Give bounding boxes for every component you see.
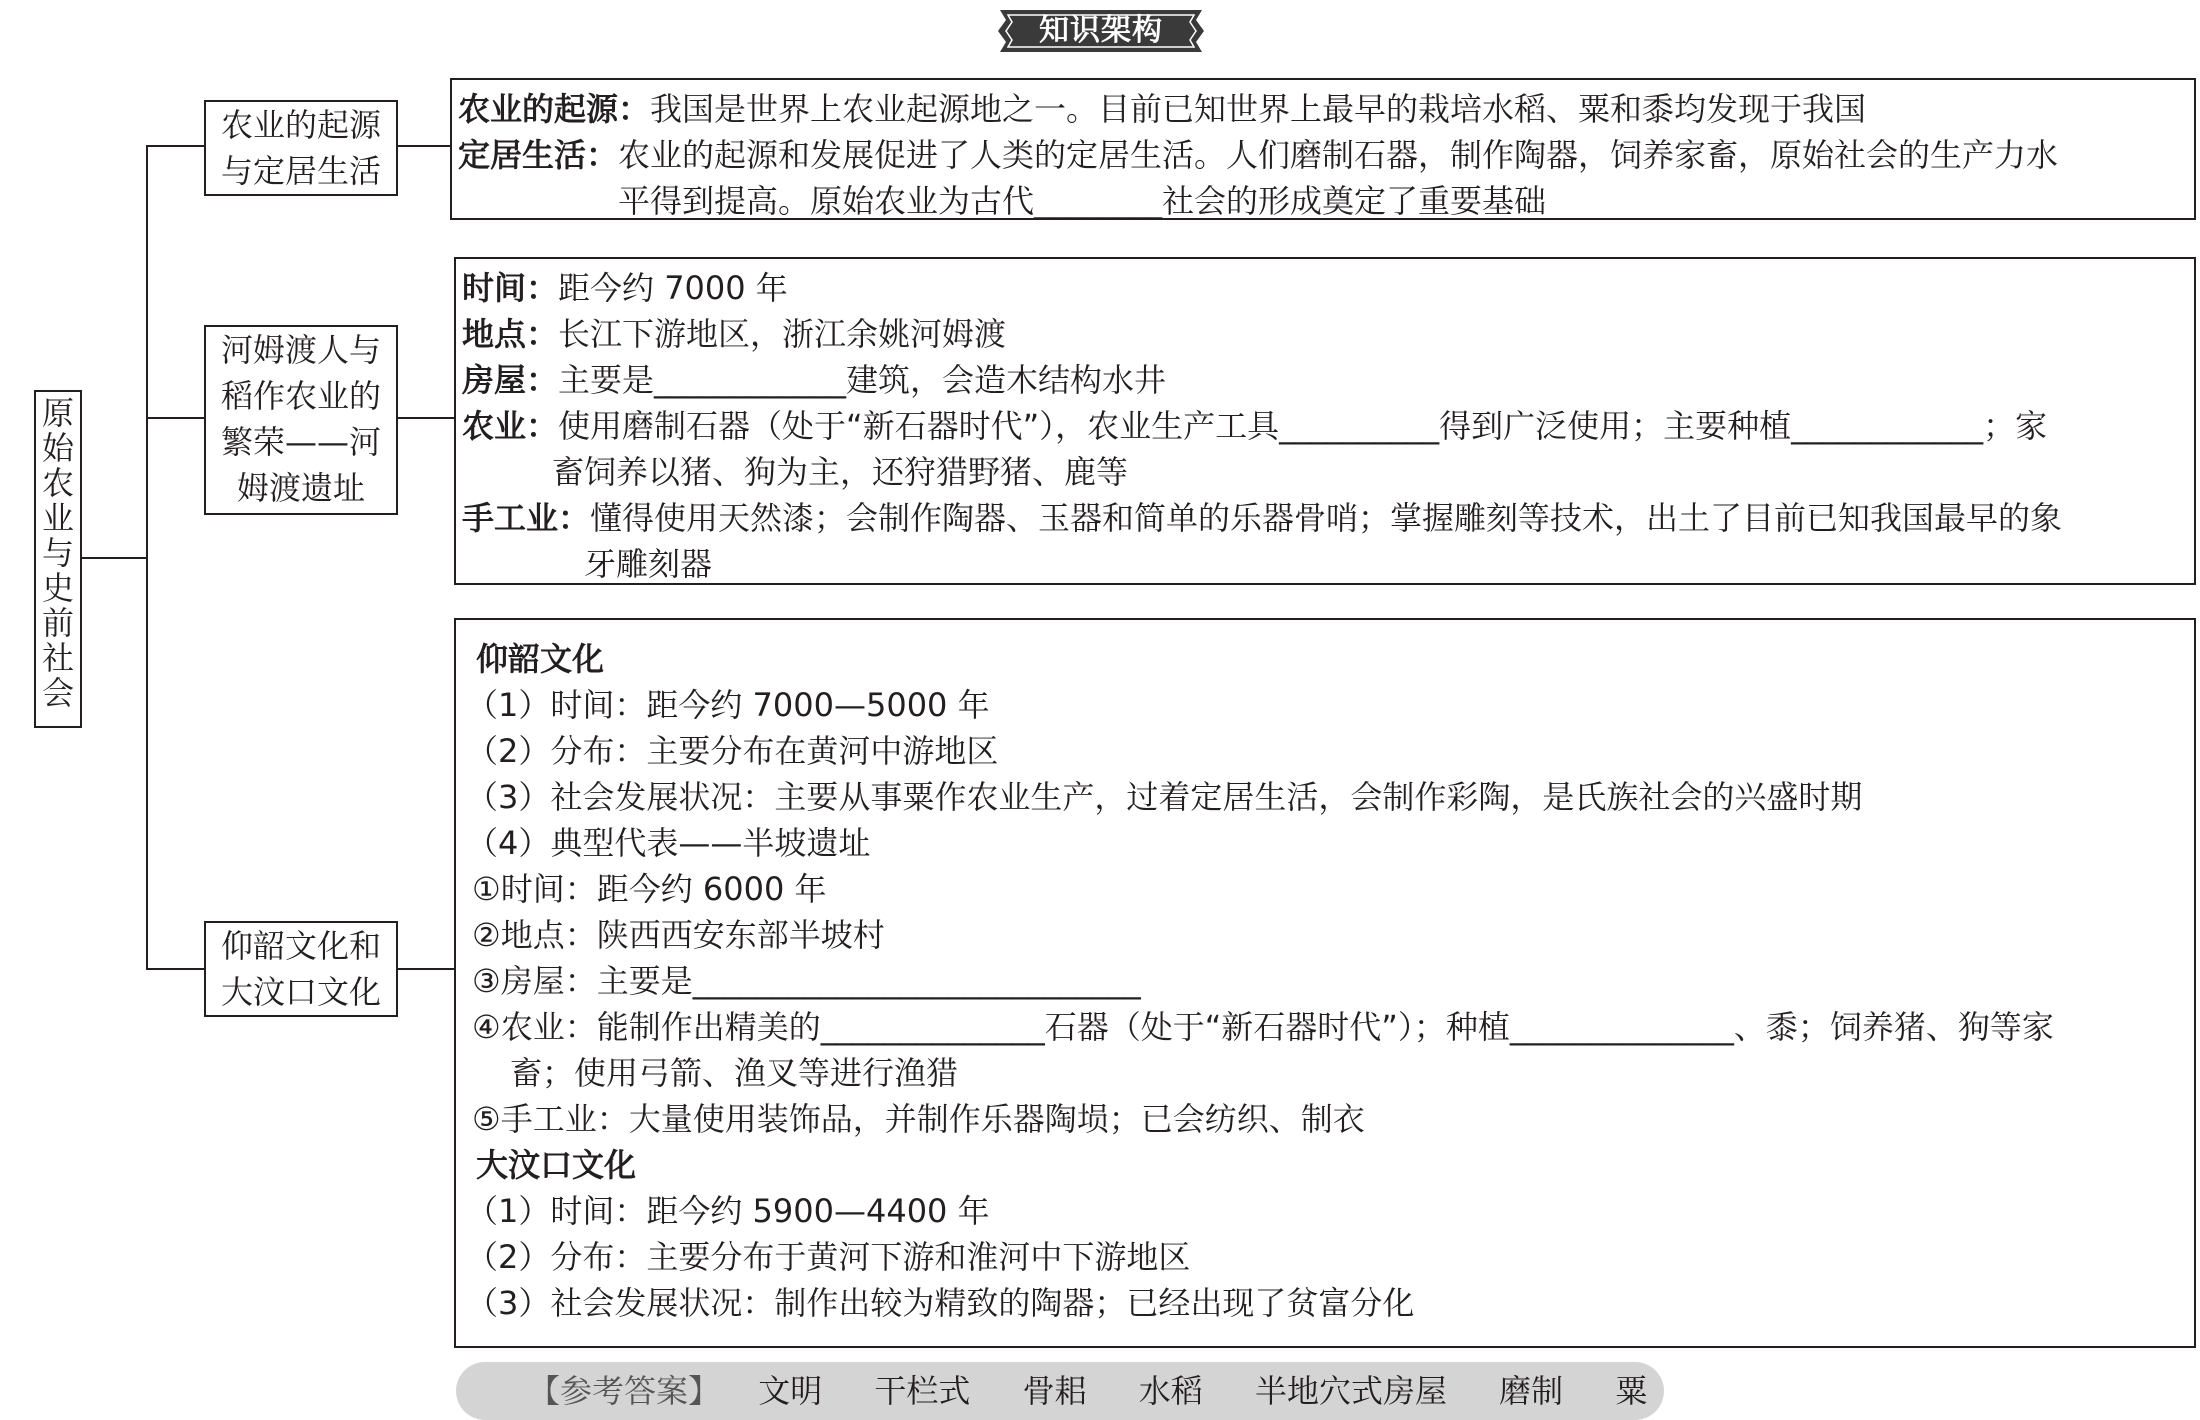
content-box-yangshao-dawenkou (454, 618, 2196, 1348)
root-node (34, 390, 82, 728)
branch-line: 农业的起源 (220, 106, 381, 144)
text-line: （2）分布：主要分布于黄河下游和淮河中下游地区 (466, 1238, 1191, 1276)
text-line (462, 401, 2047, 447)
branch-line: 稻作农业的 (220, 377, 381, 415)
text-line: 畜；使用弓箭、渔叉等进行渔猎 (510, 1054, 959, 1092)
root-char: 前 (41, 604, 74, 642)
text-line (458, 84, 1866, 130)
item-label: 地点： (462, 315, 559, 353)
item-text: 距今约 7000 年 (558, 269, 788, 307)
answer-item: 粟 (1615, 1372, 1648, 1410)
answers-label: 【参考答案】 (528, 1372, 721, 1410)
item-label: 时间： (462, 269, 559, 307)
branch-line: 繁荣——河 (220, 423, 381, 461)
root-char: 业 (41, 499, 74, 537)
item-text: 懂得使用天然漆；会制作陶器、玉器和简单的乐器骨哨；掌握雕刻等技术，出土了目前已知我国最早的象 (590, 499, 2063, 537)
box3-connector (398, 968, 454, 970)
section-heading: 大汶口文化 (476, 1146, 637, 1184)
text-line: ③房屋：主要是____________________________ (472, 962, 1141, 1000)
text-line: （1）时间：距今约 7000—5000 年 (466, 686, 990, 724)
root-char: 史 (41, 569, 74, 607)
root-connector (82, 557, 148, 559)
root-char: 原 (41, 394, 74, 432)
branch-node-agriculture-origin (204, 100, 398, 196)
text-line: ⑤手工业：大量使用装饰品，并制作乐器陶埙；已会纺织、制衣 (472, 1100, 1365, 1138)
root-char: 始 (41, 429, 74, 467)
item-text: 我国是世界上农业起源地之一。目前已知世界上最早的栽培水稻、粟和黍均发现于我国 (650, 90, 1867, 128)
trunk-line (146, 145, 148, 970)
text-line: 牙雕刻器 (584, 545, 713, 583)
answer-item: 干栏式 (874, 1372, 971, 1410)
item-label: 农业： (462, 407, 559, 445)
branch3-connector (146, 968, 206, 970)
text-line: （2）分布：主要分布在黄河中游地区 (466, 732, 999, 770)
item-label: 手工业： (462, 499, 591, 537)
item-text: 农业的起源和发展促进了人类的定居生活。人们磨制石器，制作陶器，饲养家畜，原始社会的生产力水 (618, 136, 2059, 174)
reference-answers-bar (456, 1362, 1664, 1420)
root-char: 与 (41, 534, 74, 572)
answers-row (528, 1362, 1647, 1420)
item-text: 使用磨制石器（处于“新石器时代”），农业生产工具__________得到广泛使用；主要种植____________；家 (558, 407, 2048, 445)
text-line: （4）典型代表——半坡遗址 (466, 824, 871, 862)
text-line: 畜饲养以猪、狗为主，还狩猎野猪、鹿等 (552, 453, 1129, 491)
content-box-hemudu (454, 257, 2196, 585)
branch-line: 姆渡遗址 (236, 469, 365, 507)
text-line: （3）社会发展状况：主要从事粟作农业生产，过着定居生活，会制作彩陶，是氏族社会的兴盛时期 (466, 778, 1863, 816)
answer-item: 水稻 (1138, 1372, 1203, 1410)
answer-item: 文明 (758, 1372, 823, 1410)
item-text: 长江下游地区，浙江余姚河姆渡 (558, 315, 1007, 353)
text-line: ①时间：距今约 6000 年 (472, 870, 827, 908)
text-line: （1）时间：距今约 5900—4400 年 (466, 1192, 990, 1230)
item-label: 农业的起源： (458, 90, 651, 128)
branch-node-hemudu (204, 325, 398, 515)
branch-line: 河姆渡人与 (220, 331, 381, 369)
text-line (462, 309, 1006, 355)
text-line (462, 493, 2062, 539)
branch-line: 大汶口文化 (220, 973, 381, 1011)
text-line: ②地点：陕西西安东部半坡村 (472, 916, 885, 954)
banner-title: 知识架构 (1039, 13, 1163, 48)
text-line: 平得到提高。原始农业为古代________社会的形成奠定了重要基础 (618, 182, 1547, 220)
branch-line: 与定居生活 (220, 152, 381, 190)
box1-connector (398, 145, 450, 147)
answer-item: 骨耜 (1022, 1372, 1087, 1410)
answer-item: 磨制 (1499, 1372, 1564, 1410)
text-line (462, 355, 1166, 401)
answer-item: 半地穴式房屋 (1254, 1372, 1447, 1410)
text-line: （3）社会发展状况：制作出较为精致的陶器；已经出现了贫富分化 (466, 1284, 1415, 1322)
section-heading: 仰韶文化 (476, 640, 605, 678)
box2-connector (398, 417, 454, 419)
item-label: 房屋： (462, 361, 559, 399)
root-char: 农 (41, 464, 74, 502)
branch1-connector (146, 145, 206, 147)
item-text: 主要是____________建筑，会造木结构水井 (558, 361, 1167, 399)
branch-node-yangshao-dawenkou (204, 921, 398, 1017)
text-line (462, 263, 788, 309)
text-line: ④农业：能制作出精美的______________石器（处于“新石器时代”）；种植______________、黍；饲养猪、狗等家 (472, 1008, 2054, 1046)
section-banner (992, 6, 1210, 56)
content-box-agriculture-origin (450, 78, 2196, 220)
root-char: 会 (41, 674, 74, 712)
text-line (458, 130, 2058, 176)
branch2-connector (146, 417, 206, 419)
root-char: 社 (41, 639, 74, 677)
item-label: 定居生活： (458, 136, 619, 174)
branch-line: 仰韶文化和 (220, 927, 381, 965)
